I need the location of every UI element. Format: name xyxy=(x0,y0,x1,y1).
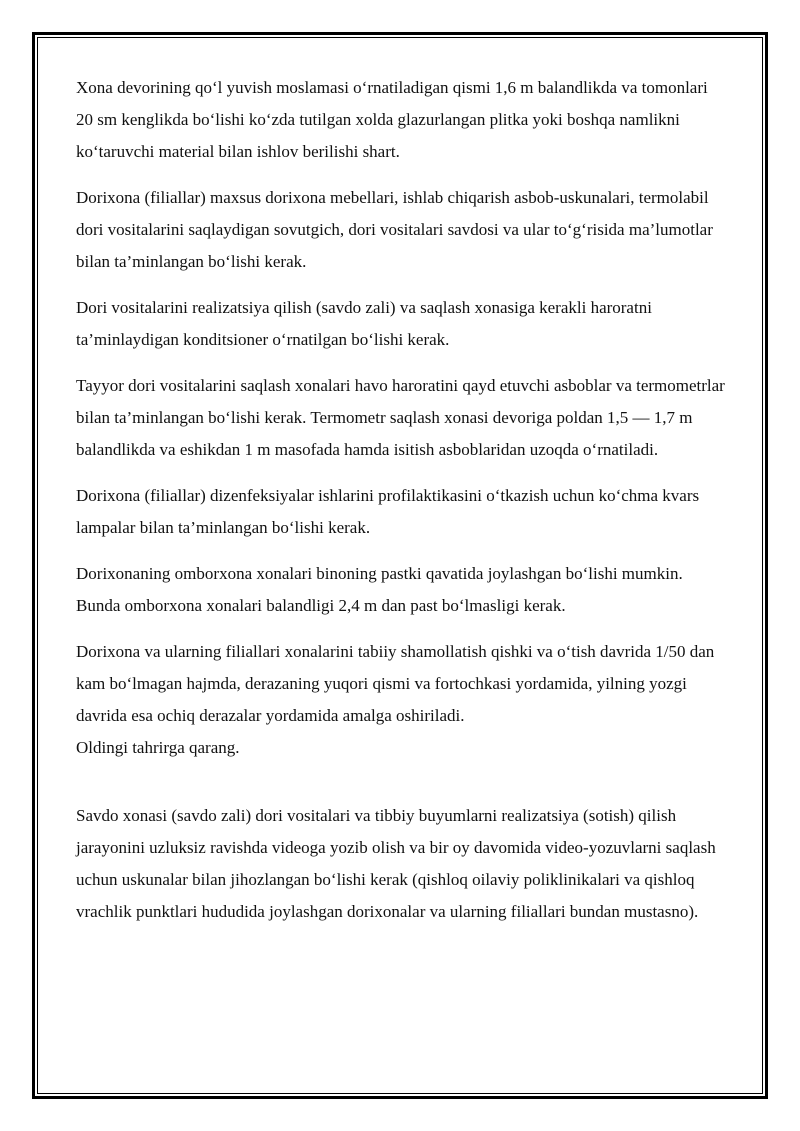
spacer xyxy=(76,764,726,800)
paragraph-7: Dorixona va ularning filiallari xonalarini tabiiy shamollatish qishki va o‘tish davrida 1/50 dan kam bo‘lmagan hajmda, derazaning yuqori qismi va fortochkasi yordamida, yilning yozgi davrida esa ochiq derazalar yordamida amalga oshiriladi. xyxy=(76,642,715,725)
paragraph-3: Dori vositalarini realizatsiya qilish (savdo zali) va saqlash xonasiga kerakli haroratni ta’minlaydigan konditsioner o‘rnatilgan bo‘lishi kerak. xyxy=(76,298,652,349)
paragraph-4: Tayyor dori vositalarini saqlash xonalari havo haroratini qayd etuvchi asboblar va termometrlar bilan ta’minlangan bo‘lishi kerak. Termometr saqlash xonasi devoriga poldan 1,5 — 1,7 m balandlikda va eshikdan 1 m masofada hamda isitish asboblaridan uzoqda o‘rnatiladi. xyxy=(76,376,725,459)
document-body xyxy=(76,72,726,942)
paragraph-5: Dorixona (filiallar) dizenfeksiyalar ishlarini profilaktikasini o‘tkazish uchun ko‘chma kvars lampalar bilan ta’minlangan bo‘lishi kerak. xyxy=(76,486,700,537)
paragraph-final: Savdo xonasi (savdo zali) dori vositalari va tibbiy buyumlarni realizatsiya (sotish) qilish jarayonini uzluksiz ravishda videoga yozib olish va bir oy davomida video-yozuvlarni saqlash uchun uskunalar bilan jihozlangan bo‘lishi kerak (qishloq oilaviy poliklinikalari va qishloq vrachlik punktlari hududida joylashgan dorixonalar va ularning filiallari bundan mustasno). xyxy=(76,806,716,921)
previous-edition-note: Oldingi tahrirga qarang. xyxy=(76,738,240,757)
paragraph-6: Dorixonaning omborxona xonalari binoning pastki qavatida joylashgan bo‘lishi mumkin. Bunda omborxona xonalari balandligi 2,4 m dan past bo‘lmasligi kerak. xyxy=(76,564,683,615)
paragraph-1: Xona devorining qo‘l yuvish moslamasi o‘rnatiladigan qismi 1,6 m balandlikda va tomonlari 20 sm kenglikda bo‘lishi ko‘zda tutilgan xolda glazurlangan plitka yoki boshqa namlikni ko‘taruvchi material bilan ishlov berilishi shart. xyxy=(76,78,708,161)
paragraph-2: Dorixona (filiallar) maxsus dorixona mebellari, ishlab chiqarish asbob-uskunalari, termolabil dori vositalarini saqlaydigan sovutgich, dori vositalari savdosi va ular to‘g‘risida ma’lumotlar bilan ta’minlangan bo‘lishi kerak. xyxy=(76,188,713,271)
